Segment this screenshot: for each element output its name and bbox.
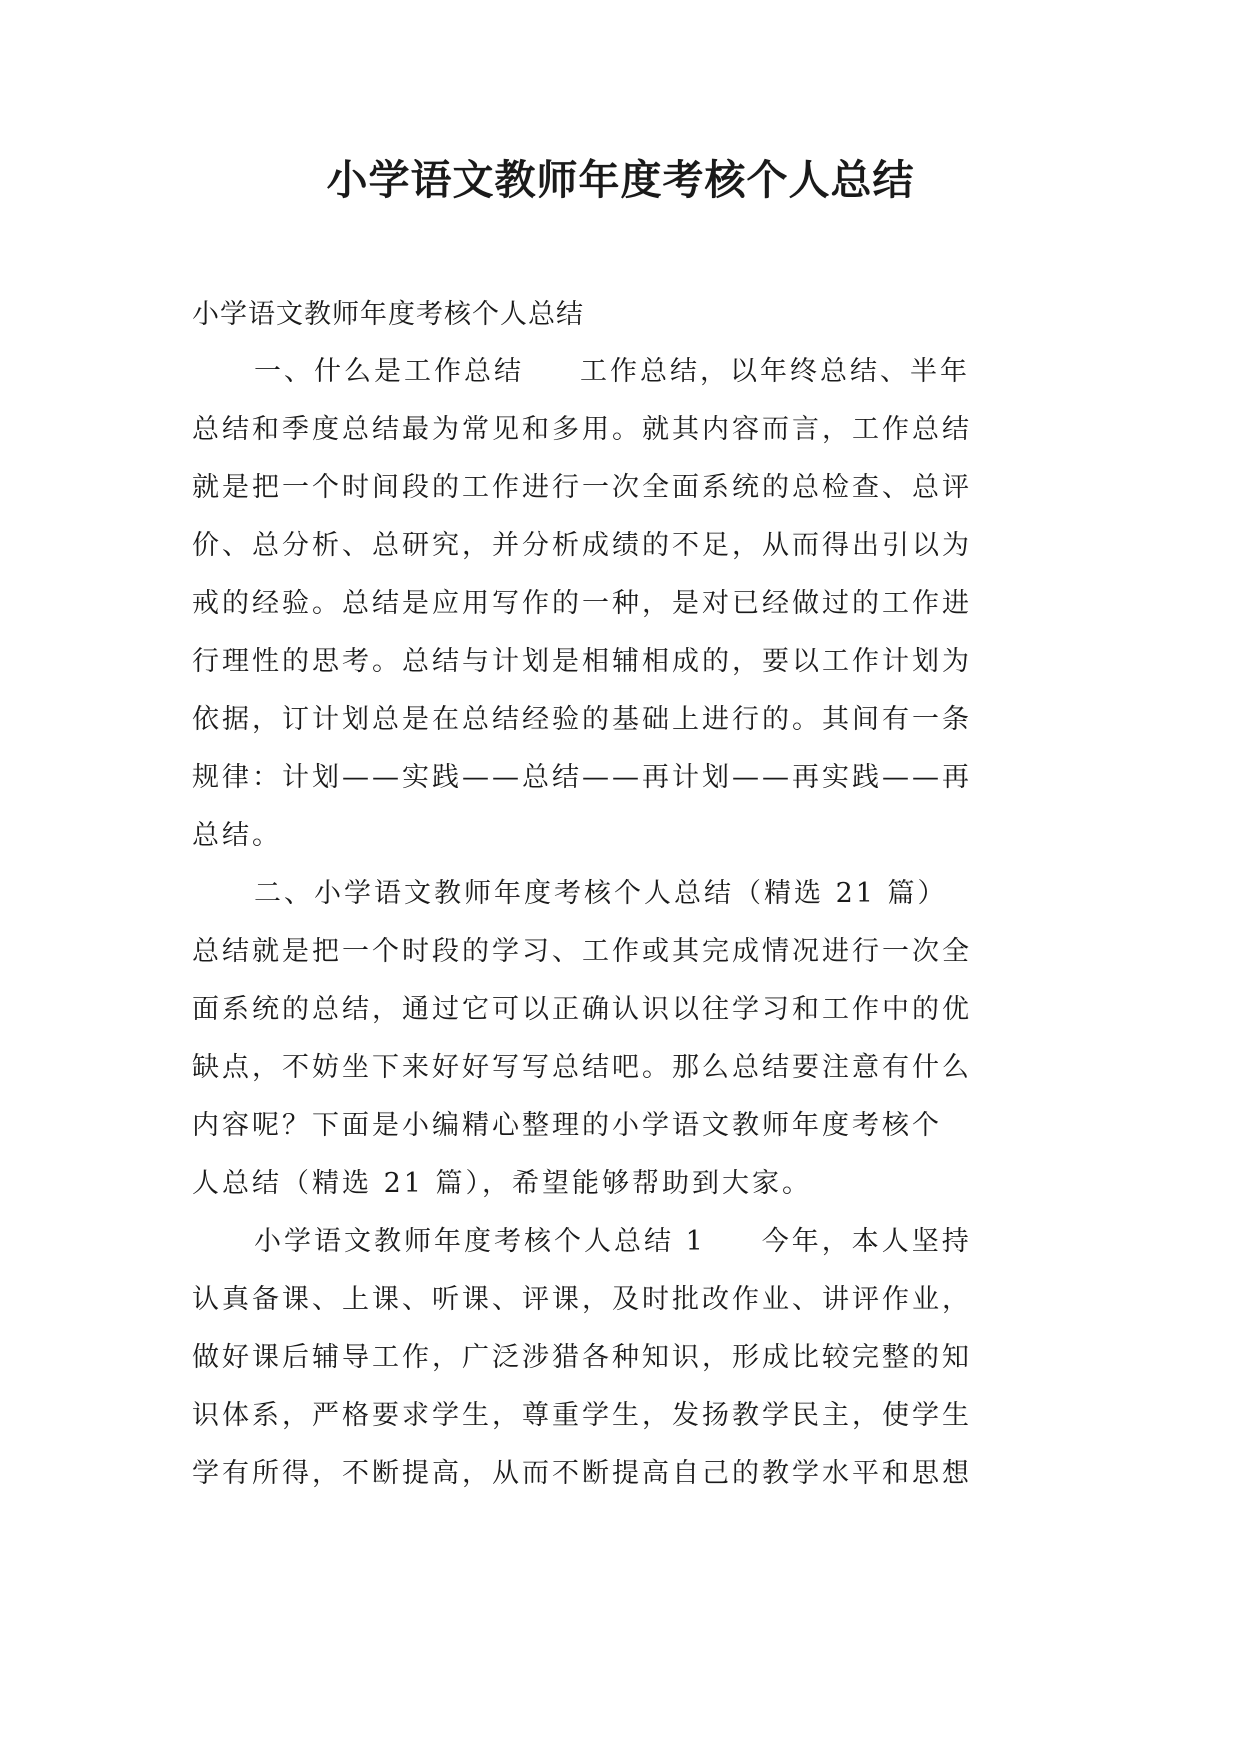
paragraph-2-line: 缺点，不妨坐下来好好写写总结吧。那么总结要注意有什么: [192, 1052, 972, 1083]
paragraph-3-line: 学有所得，不断提高，从而不断提高自己的教学水平和思想: [192, 1458, 972, 1489]
paragraph-3-line: 认真备课、上课、听课、评课，及时批改作业、讲评作业，: [192, 1284, 972, 1315]
paragraph-text: 今年，本人坚持: [761, 1226, 972, 1257]
paragraph-2-line: 二、小学语文教师年度考核个人总结（精选 21 篇）: [254, 878, 948, 909]
paragraph-3-line: [192, 1213, 1050, 1271]
paragraph-2-line: 人总结（精选 21 篇），希望能够帮助到大家。: [192, 1168, 813, 1199]
body-paragraphs: [192, 343, 1050, 1503]
paragraph-1-line: 价、总分析、总研究，并分析成绩的不足，从而得出引以为: [192, 530, 972, 561]
paragraph-1-line: 行理性的思考。总结与计划是相辅相成的，要以工作计划为: [192, 646, 972, 677]
paragraph-2-line: 总结就是把一个时段的学习、工作或其完成情况进行一次全: [192, 936, 972, 967]
paragraph-1-line: [192, 343, 1050, 401]
paragraph-3-line: 识体系，严格要求学生，尊重学生，发扬教学民主，使学生: [192, 1400, 972, 1431]
paragraph-1-line: 总结和季度总结最为常见和多用。就其内容而言，工作总结: [192, 414, 972, 445]
paragraph-1-line: 就是把一个时间段的工作进行一次全面系统的总检查、总评: [192, 472, 972, 503]
document-subtitle: 小学语文教师年度考核个人总结: [192, 299, 584, 330]
paragraph-2-line: 面系统的总结，通过它可以正确认识以往学习和工作中的优: [192, 994, 972, 1025]
paragraph-1-line: 总结。: [192, 820, 282, 851]
paragraph-2-line: 内容呢？下面是小编精心整理的小学语文教师年度考核个: [192, 1110, 942, 1141]
paragraph-3-line: 做好课后辅导工作，广泛涉猎各种知识，形成比较完整的知: [192, 1342, 972, 1373]
paragraph-1-line: 依据，订计划总是在总结经验的基础上进行的。其间有一条: [192, 704, 972, 735]
section-1-heading: 一、什么是工作总结: [254, 356, 524, 387]
paragraph-1-line: 戒的经验。总结是应用写作的一种，是对已经做过的工作进: [192, 588, 972, 619]
section-3-heading: 小学语文教师年度考核个人总结 1: [254, 1226, 706, 1257]
document-title: 小学语文教师年度考核个人总结: [326, 156, 915, 204]
paragraph-1-line: 规律：计划——实践——总结——再计划——再实践——再: [192, 762, 972, 793]
paragraph-text: 工作总结，以年终总结、半年: [580, 356, 970, 387]
